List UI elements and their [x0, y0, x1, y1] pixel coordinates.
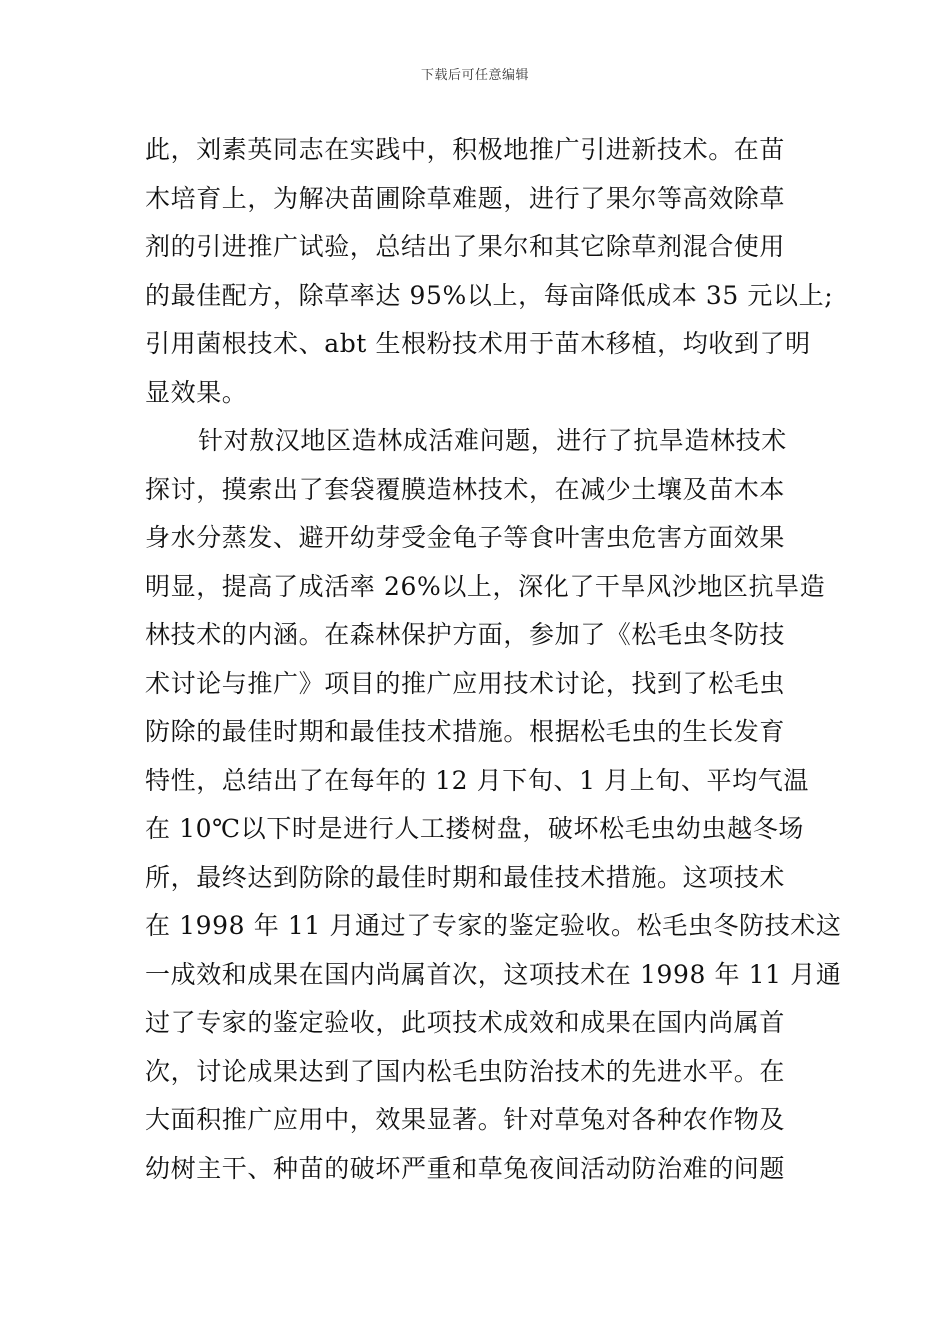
text-line: 术讨论与推广》项目的推广应用技术讨论，找到了松毛虫 — [145, 668, 786, 698]
text-line: 身水分蒸发、避开幼芽受金龟子等食叶害虫危害方面效果 — [145, 523, 786, 552]
text-line: 木培育上，为解决苗圃除草难题，进行了果尔等高效除草 — [145, 183, 786, 213]
text-line: 防除的最佳时期和最佳技术措施。根据松毛虫的生长发育 — [145, 717, 786, 746]
text-line: 在 1998 年 11 月通过了专家的鉴定验收。松毛虫冬防技术这 — [145, 911, 842, 940]
text-line: 此，刘素英同志在实践中，积极地推广引进新技术。在苗 — [145, 135, 786, 164]
text-line: 林技术的内涵。在森林保护方面，参加了《松毛虫冬防技 — [145, 620, 786, 649]
document-body — [145, 126, 842, 1193]
text-line: 剂的引进推广试验，总结出了果尔和其它除草剂混合使用 — [145, 232, 786, 261]
text-line: 过了专家的鉴定验收，此项技术成效和成果在国内尚属首 — [145, 1008, 786, 1037]
text-line: 一成效和成果在国内尚属首次，这项技术在 1998 年 11 月通 — [145, 959, 842, 989]
text-line: 次，讨论成果达到了国内松毛虫防治技术的先进水平。在 — [145, 1056, 786, 1086]
text-line: 探讨，摸索出了套袋覆膜造林技术，在减少土壤及苗木本 — [145, 474, 786, 504]
page-header: 下载后可任意编辑 — [420, 68, 529, 83]
text-line: 大面积推广应用中，效果显著。针对草兔对各种农作物及 — [145, 1105, 786, 1134]
text-line: 针对敖汉地区造林成活难问题，进行了抗旱造林技术 — [198, 426, 787, 455]
text-line: 显效果。 — [145, 377, 248, 407]
paragraph-2 — [145, 417, 842, 1193]
text-line: 明显，提高了成活率 26%以上，深化了干旱风沙地区抗旱造 — [145, 571, 826, 601]
text-line: 特性，总结出了在每年的 12 月下旬、1 月上旬、平均气温 — [145, 765, 809, 795]
text-line: 幼树主干、种苗的破坏严重和草兔夜间活动防治难的问题 — [145, 1153, 786, 1183]
text-line: 引用菌根技术、abt 生根粉技术用于苗木移植，均收到了明 — [145, 329, 811, 358]
text-line: 所，最终达到防除的最佳时期和最佳技术措施。这项技术 — [145, 862, 786, 892]
text-line: 的最佳配方，除草率达 95%以上，每亩降低成本 35 元以上; — [145, 280, 834, 310]
text-line: 在 10℃以下时是进行人工搂树盘，破坏松毛虫幼虫越冬场 — [145, 814, 804, 843]
paragraph-1 — [145, 126, 834, 417]
